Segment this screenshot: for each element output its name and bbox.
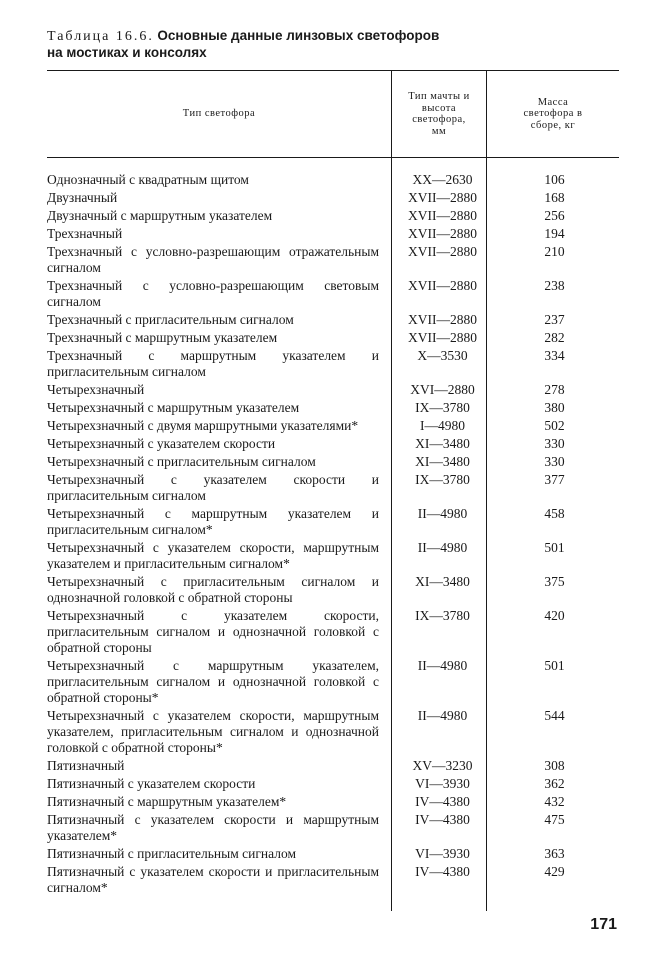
table-title-line2: на мостиках и консолях (47, 45, 207, 60)
cell-signal-type: Четырехзначный с указателем скорости, маршрутным указателем, пригласительным сигналом и однозначной головкой с обратной стороны* (47, 708, 379, 755)
table-row (47, 382, 619, 398)
cell-signal-type: Пятизначный с указателем скорости и пригласительным сигналом* (47, 864, 379, 895)
cell-mast-type: XVII—2880 (408, 190, 477, 205)
cell-mast-type: IX—3780 (415, 608, 470, 623)
page-number: 171 (590, 916, 617, 933)
table-row (47, 812, 619, 844)
table-row (47, 776, 619, 792)
cell-mast-type: XVII—2880 (408, 278, 477, 293)
cell-mass: 238 (544, 278, 565, 293)
cell-mast-type: VI—3930 (415, 776, 470, 791)
cell-mast-type: XX—2630 (412, 172, 473, 187)
table-top-rule (47, 70, 619, 71)
cell-signal-type: Четырехзначный с маршрутным указателем (47, 400, 300, 415)
cell-mass: 502 (544, 418, 565, 433)
table-row (47, 278, 619, 310)
cell-mast-type: XVI—2880 (410, 382, 475, 397)
cell-signal-type: Трехзначный с условно-разрешающим отражательным сигналом (47, 244, 379, 275)
table-row (47, 436, 619, 452)
cell-mass: 363 (544, 846, 565, 861)
cell-mass: 475 (544, 812, 565, 827)
table-row (47, 864, 619, 896)
cell-mass: 380 (544, 400, 565, 415)
table-row (47, 208, 619, 224)
table-row (47, 330, 619, 346)
cell-signal-type: Четырехзначный с указателем скорости (47, 436, 276, 451)
cell-mast-type: II—4980 (417, 506, 468, 521)
cell-mast-type: I—4980 (420, 418, 465, 433)
cell-signal-type: Четырехзначный с пригласительным сигналом (47, 454, 316, 469)
cell-signal-type: Четырехзначный с двумя маршрутными указателями* (47, 418, 359, 433)
table-row (47, 348, 619, 380)
cell-mast-type: XVII—2880 (408, 330, 477, 345)
cell-mast-type: XVII—2880 (408, 244, 477, 259)
cell-signal-type: Трехзначный с маршрутным указателем (47, 330, 278, 345)
cell-mast-type: IV—4380 (415, 794, 470, 809)
cell-signal-type: Четырехзначный с маршрутным указателем и пригласительным сигналом* (47, 506, 379, 537)
cell-signal-type: Трехзначный с маршрутным указателем и пригласительным сигналом (47, 348, 379, 379)
cell-signal-type: Двузначный с маршрутным указателем (47, 208, 273, 223)
cell-mast-type: XI—3480 (415, 454, 470, 469)
cell-signal-type: Пятизначный с пригласительным сигналом (47, 846, 296, 861)
table-row (47, 708, 619, 756)
cell-mass: 194 (544, 226, 565, 241)
table-row (47, 608, 619, 656)
cell-signal-type: Пятизначный с маршрутным указателем* (47, 794, 287, 809)
cell-signal-type: Четырехзначный с пригласительным сигналом и однозначной головкой с обратной стороны (47, 574, 379, 605)
cell-mast-type: XI—3480 (415, 574, 470, 589)
cell-signal-type: Четырехзначный с указателем скорости, маршрутным указателем и пригласительным сигналом* (47, 540, 379, 571)
cell-mast-type: X—3530 (417, 348, 468, 363)
cell-signal-type: Трехзначный с условно-разрешающим световым сигналом (47, 278, 379, 309)
table-row (47, 506, 619, 538)
cell-mast-type: XVII—2880 (408, 208, 477, 223)
cell-mass: 282 (544, 330, 565, 345)
table-header-rule (47, 157, 619, 158)
table-row (47, 400, 619, 416)
cell-mass: 377 (544, 472, 565, 487)
header-mass (487, 72, 619, 156)
cell-mass: 278 (544, 382, 565, 397)
cell-mass: 256 (544, 208, 565, 223)
cell-mass: 106 (544, 172, 565, 187)
cell-mass: 330 (544, 454, 565, 469)
cell-mass: 429 (544, 864, 565, 879)
cell-signal-type: Трехзначный (47, 226, 123, 241)
table-row (47, 244, 619, 276)
table-row (47, 758, 619, 774)
cell-mast-type: XVII—2880 (408, 312, 477, 327)
cell-mass: 334 (544, 348, 565, 363)
table-row (47, 846, 619, 862)
table-row (47, 540, 619, 572)
table-row (47, 794, 619, 810)
cell-mass: 210 (544, 244, 565, 259)
table-row (47, 418, 619, 434)
cell-signal-type: Пятизначный (47, 758, 125, 773)
cell-mass: 375 (544, 574, 565, 589)
cell-mast-type: IV—4380 (415, 812, 470, 827)
cell-mast-type: IX—3780 (415, 472, 470, 487)
cell-mast-type: XVII—2880 (408, 226, 477, 241)
cell-mass: 420 (544, 608, 565, 623)
table-row (47, 574, 619, 606)
cell-mass: 501 (544, 658, 565, 673)
cell-mass: 308 (544, 758, 565, 773)
cell-mass: 432 (544, 794, 565, 809)
cell-signal-type: Однозначный с квадратным щитом (47, 172, 249, 187)
header-signal-type: Тип светофора (182, 108, 256, 120)
table-row (47, 172, 619, 188)
table-title: Основные данные линзовых светофоров (157, 28, 440, 43)
cell-mast-type: IX—3780 (415, 400, 470, 415)
cell-mass: 330 (544, 436, 565, 451)
cell-mast-type: II—4980 (417, 658, 468, 673)
table-row (47, 472, 619, 504)
cell-mass: 168 (544, 190, 565, 205)
table-body (47, 172, 619, 898)
cell-mass: 237 (544, 312, 565, 327)
cell-signal-type: Четырехзначный (47, 382, 145, 397)
table-caption (47, 28, 637, 62)
cell-mast-type: VI—3930 (415, 846, 470, 861)
cell-mast-type: II—4980 (417, 708, 468, 723)
cell-signal-type: Пятизначный с указателем скорости и маршрутным указателем* (47, 812, 379, 843)
cell-mass: 362 (544, 776, 565, 791)
cell-mass: 458 (544, 506, 565, 521)
table-row (47, 658, 619, 706)
table-label: Таблица 16.6. (47, 29, 154, 44)
table-row (47, 190, 619, 206)
cell-signal-type: Пятизначный с указателем скорости (47, 776, 256, 791)
table-row (47, 454, 619, 470)
cell-signal-type: Четырехзначный с указателем скорости и пригласительным сигналом (47, 472, 379, 503)
table-row (47, 226, 619, 242)
table-row (47, 312, 619, 328)
header-mass-text: Масса светофора в сборе, кг (523, 96, 583, 131)
cell-mast-type: XI—3480 (415, 436, 470, 451)
cell-mast-type: XV—3230 (412, 758, 473, 773)
header-mast-type-text: Тип мачты и высота светофора, мм (408, 91, 470, 137)
cell-mast-type: IV—4380 (415, 864, 470, 879)
cell-mass: 544 (544, 708, 565, 723)
cell-mass: 501 (544, 540, 565, 555)
header-mast-type (392, 72, 486, 156)
cell-signal-type: Четырехзначный с маршрутным указателем, пригласительным сигналом и однозначной головкой с обратной стороны* (47, 658, 379, 705)
cell-signal-type: Четырехзначный с указателем скорости, пригласительным сигналом и однозначной головкой с обратной стороны (47, 608, 379, 655)
cell-mast-type: II—4980 (417, 540, 468, 555)
cell-signal-type: Трехзначный с пригласительным сигналом (47, 312, 294, 327)
cell-signal-type: Двузначный (47, 190, 118, 205)
